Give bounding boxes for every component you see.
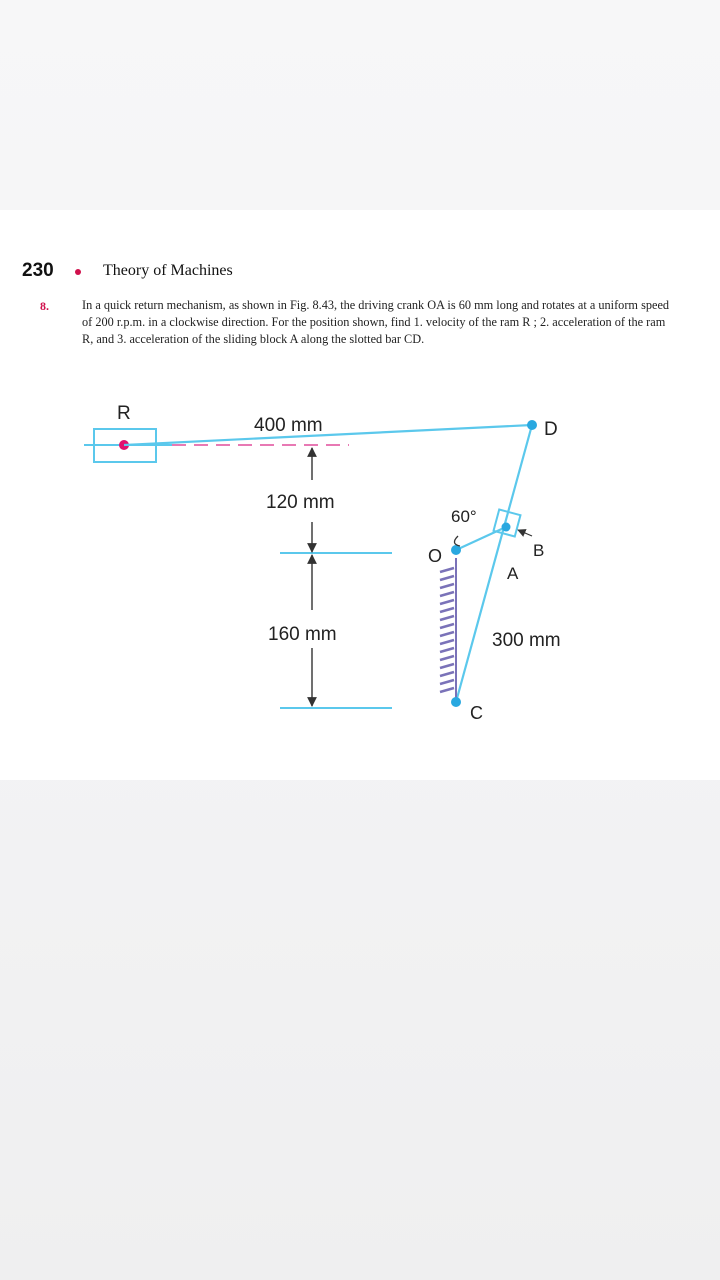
page-header (22, 260, 622, 284)
dim-120-mm: 120 mm (266, 492, 335, 513)
page-number: 230 (22, 260, 54, 281)
label-angle-60: 60° (451, 507, 477, 526)
pin-C (451, 697, 461, 707)
label-A: A (507, 564, 519, 583)
dim-400-mm: 400 mm (254, 415, 323, 436)
label-B: B (533, 541, 545, 560)
pin-D (527, 420, 537, 430)
label-R: R (117, 403, 131, 424)
mechanism-diagram (44, 378, 676, 780)
angle-arc (454, 536, 460, 546)
label-C: C (470, 703, 483, 723)
slotted-bar-CD (456, 425, 532, 702)
dim-160-mm: 160 mm (268, 624, 337, 645)
header-bullet (75, 269, 81, 275)
problem-statement: In a quick return mechanism, as shown in Fig. 8.43, the driving crank OA is 60 mm long and rotates at a uniform speed of 200 r.p.m. in a clockwise direction. For the position shown, find 1. velocity of the ram R ; 2. acceleration of the ram R, and 3. acceleration of the sliding block A along the slotted bar CD. (82, 298, 670, 346)
label-O: O (428, 546, 443, 566)
ground-hatching (440, 568, 454, 692)
quick-return-mechanism-figure (44, 378, 676, 780)
connecting-link-RD (124, 425, 532, 445)
pointer-B (518, 530, 532, 536)
pin-A (502, 523, 511, 532)
problem-number: 8. (40, 299, 49, 313)
dim-300-mm: 300 mm (492, 630, 561, 651)
label-D: D (544, 419, 558, 440)
book-title: Theory of Machines (103, 262, 233, 279)
